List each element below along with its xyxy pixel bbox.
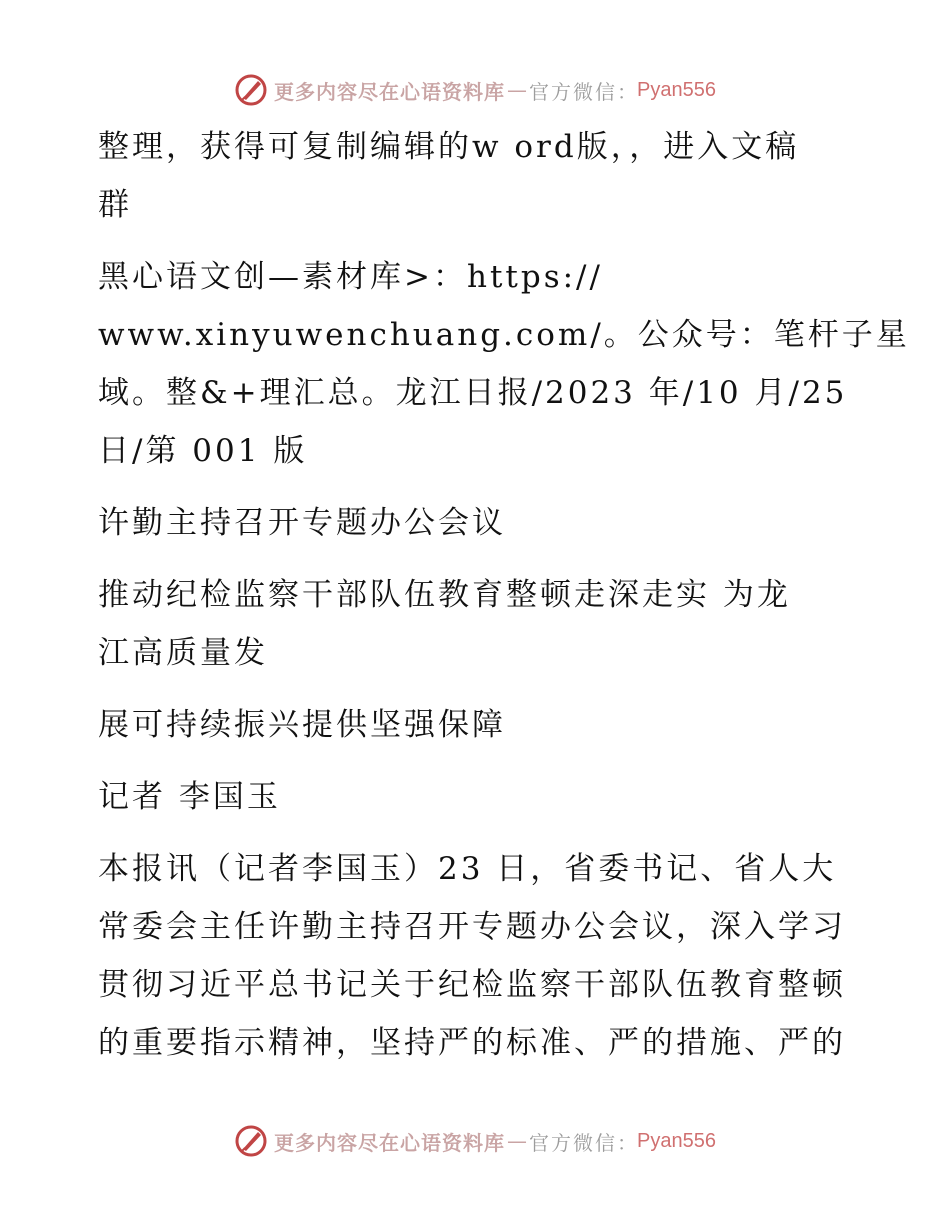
text-line: 整理，获得可复制编辑的w ord版，，进入文稿 [98,129,800,165]
watermark-wechat-id: Pyan556 [637,78,716,101]
watermark-wechat-id: Pyan556 [637,1129,716,1152]
text-line: 群 [98,187,132,223]
paragraph-body [98,840,858,1072]
text-line: 本报讯（记者李国玉）23 日，省委书记、省人大 [98,851,837,887]
document-body [98,118,910,1086]
footer-watermark [0,1121,950,1161]
watermark-colon: ： [617,79,638,104]
text-line: 推动纪检监察干部队伍教育整顿走深走实 为龙 [98,577,791,613]
header-watermark [0,70,950,110]
quill-logo-icon [234,1124,268,1158]
text-line: www.xinyuwenchuang.com/。公众号：笔杆子星 [98,317,910,353]
text-line: 许勤主持召开专题办公会议 [98,505,506,541]
text-line: 黑心语文创—素材库>：https:// [98,259,603,295]
watermark-colon: ： [617,1130,638,1155]
text-line: 江高质量发 [98,635,268,671]
paragraph-subheadline-cont [98,696,858,754]
text-line: 常委会主任许勤主持召开专题办公会议，深入学习 [98,909,846,945]
watermark-dash: — [507,78,528,102]
paragraph-byline [98,768,858,826]
paragraph-intro [98,118,858,234]
paragraph-source [98,248,910,480]
paragraph-subheadline [98,566,858,682]
watermark-label: 官方微信 [529,79,618,104]
text-line: 域。整&+理汇总。龙江日报/2023 年/10 月/25 [98,375,848,411]
watermark-main-text: 更多内容尽在心语资料库 [274,79,506,104]
paragraph-headline [98,494,858,552]
watermark-label: 官方微信 [529,1130,618,1155]
text-line: 记者 李国玉 [98,779,281,815]
quill-logo-icon [234,73,268,107]
watermark-dash: — [507,1129,528,1153]
text-line: 展可持续振兴提供坚强保障 [98,707,506,743]
text-line: 的重要指示精神，坚持严的标准、严的措施、严的 [98,1025,846,1061]
watermark-main-text: 更多内容尽在心语资料库 [274,1130,506,1155]
text-line: 日/第 001 版 [98,433,308,469]
text-line: 贯彻习近平总书记关于纪检监察干部队伍教育整顿 [98,967,846,1003]
